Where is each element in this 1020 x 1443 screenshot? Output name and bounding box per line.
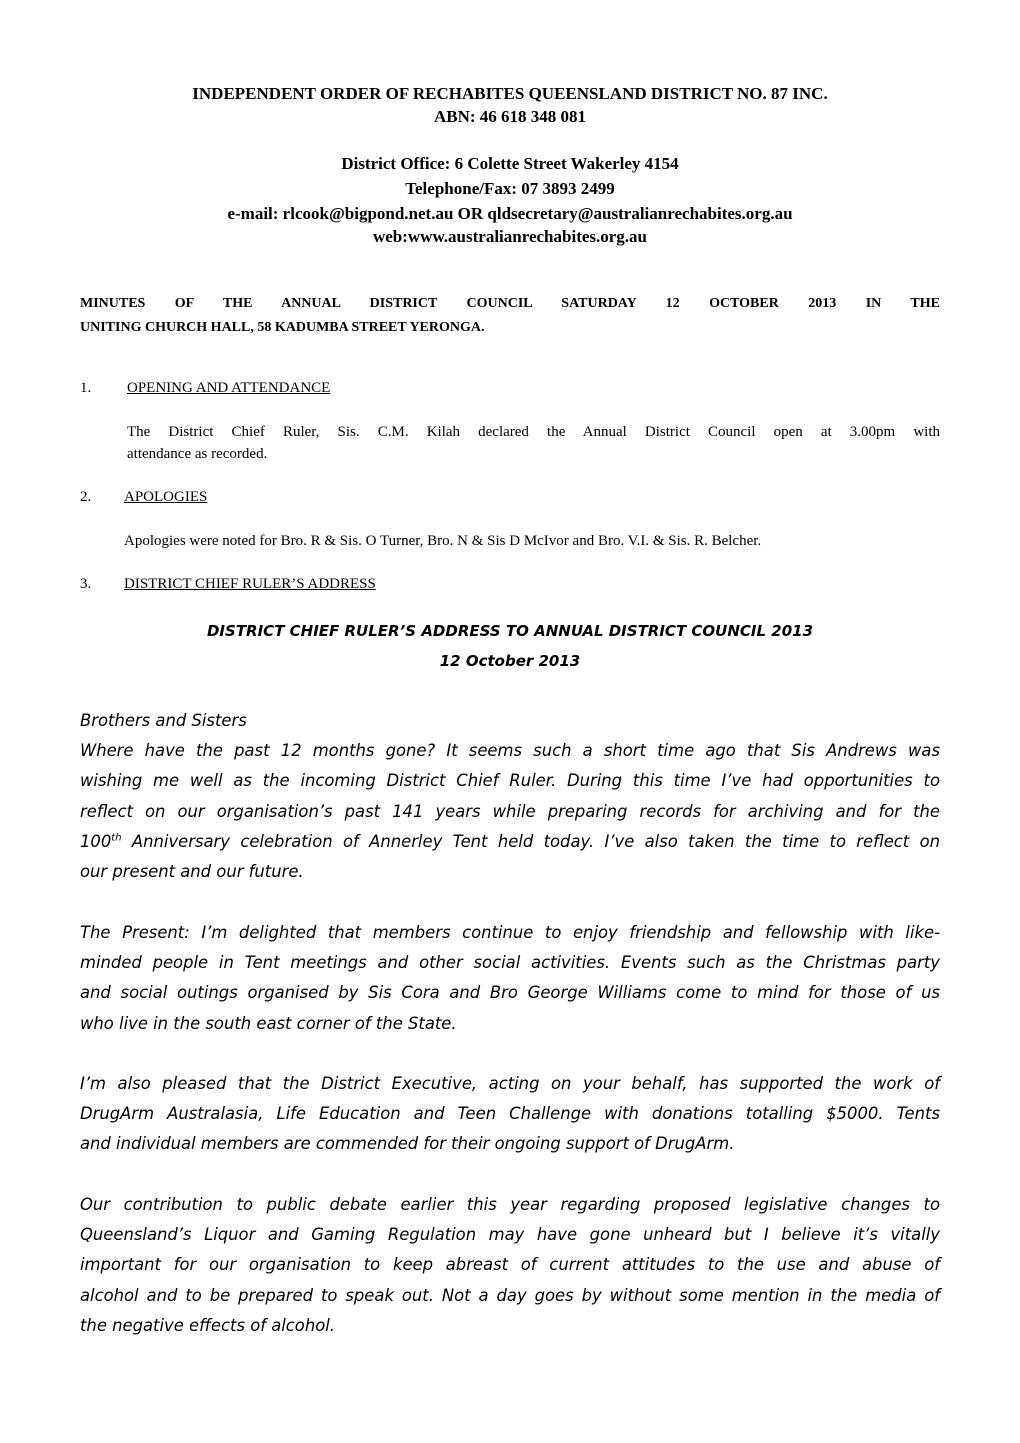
- section-1-body-line-2: attendance as recorded.: [127, 446, 268, 462]
- minutes-title-line-2: UNITING CHURCH HALL, 58 KADUMBA STREET YERONGA.: [80, 320, 485, 335]
- section-1-title: OPENING AND ATTENDANCE: [127, 380, 331, 396]
- paragraph-1-line-4-rest: Anniversary celebration of Annerley Tent held today. I’ve also taken the time to reflect on: [121, 831, 940, 851]
- section-1-body: [127, 421, 940, 465]
- ordinal-superscript: th: [111, 832, 122, 844]
- paragraph-2-line-4: who live in the south east corner of the State.: [80, 1013, 457, 1033]
- address-body: [80, 706, 940, 887]
- paragraph-3-line-1: I’m also pleased that the District Executive, acting on your behalf, has supported the work of: [80, 1074, 940, 1093]
- section-2-body: Apologies were noted for Bro. R & Sis. O Turner, Bro. N & Sis D McIvor and Bro. V.I. & Sis. R. Belcher.: [124, 533, 762, 549]
- website: web:www.australianrechabites.org.au: [372, 227, 648, 246]
- office-address: District Office: 6 Colette Street Wakerley 4154: [341, 154, 679, 173]
- paragraph-3: [80, 1069, 940, 1160]
- email: e-mail: rlcook@bigpond.net.au OR qldsecretary@australianrechabites.org.au: [227, 204, 793, 223]
- paragraph-2-line-3: and social outings organised by Sis Cora and Bro George Williams come to mind for those of us: [80, 983, 940, 1003]
- paragraph-2: [80, 918, 940, 1039]
- org-name: INDEPENDENT ORDER OF RECHABITES QUEENSLAND DISTRICT NO. 87 INC.: [192, 84, 828, 103]
- section-1-body-line-1: The District Chief Ruler, Sis. C.M. Kilah declared the Annual District Council open at 3.00pm with: [127, 424, 940, 440]
- paragraph-2-line-1: The Present: I’m delighted that members continue to enjoy friendship and fellowship with like-: [80, 923, 940, 942]
- address-date: 12 October 2013: [439, 652, 581, 670]
- paragraph-1-line-5: our present and our future.: [80, 862, 304, 882]
- section-3-title: DISTRICT CHIEF RULER’S ADDRESS: [124, 576, 376, 592]
- paragraph-4-line-1: Our contribution to public debate earlier this year regarding proposed legislative changes to: [80, 1195, 940, 1214]
- section-2-title: APOLOGIES: [124, 489, 208, 505]
- minutes-title: [80, 292, 940, 340]
- paragraph-4: [80, 1190, 940, 1341]
- paragraph-4-line-2: Queensland’s Liquor and Gaming Regulation may have gone unheard but I believe it’s vitally: [80, 1225, 940, 1245]
- paragraph-1-line-2: wishing me well as the incoming District Chief Ruler. During this time I’ve had opportunities to: [80, 771, 940, 791]
- telephone: Telephone/Fax: 07 3893 2499: [405, 179, 615, 198]
- address-title: DISTRICT CHIEF RULER’S ADDRESS TO ANNUAL DISTRICT COUNCIL 2013: [206, 622, 814, 640]
- paragraph-4-line-4: alcohol and to be prepared to speak out. Not a day goes by without some mention in the media of: [80, 1285, 940, 1305]
- paragraph-3-line-2: DrugArm Australasia, Life Education and Teen Challenge with donations totalling $5000. Tents: [80, 1104, 940, 1124]
- greeting: Brothers and Sisters: [80, 711, 247, 730]
- paragraph-1-line-3: reflect on our organisation’s past 141 years while preparing records for archiving and for the: [80, 801, 940, 821]
- paragraph-4-line-3: important for our organisation to keep abreast of current attitudes to the use and abuse of: [80, 1255, 940, 1275]
- section-3-number: 3.: [80, 576, 92, 592]
- minutes-title-line-1: MINUTES OF THE ANNUAL DISTRICT COUNCIL SATURDAY 12 OCTOBER 2013 IN THE: [80, 296, 940, 311]
- paragraph-3-line-3: and individual members are commended for their ongoing support of DrugArm.: [80, 1134, 735, 1154]
- abn: ABN: 46 618 348 081: [433, 107, 587, 126]
- hundredth-number: 100: [80, 831, 112, 851]
- paragraph-1-line-4: [80, 827, 940, 857]
- paragraph-1-line-1: Where have the past 12 months gone? It seems such a short time ago that Sis Andrews was: [80, 741, 940, 761]
- section-1-number: 1.: [80, 380, 92, 396]
- paragraph-4-line-5: the negative effects of alcohol.: [80, 1315, 336, 1335]
- section-2-number: 2.: [80, 489, 92, 505]
- paragraph-2-line-2: minded people in Tent meetings and other social activities. Events such as the Christmas party: [80, 953, 940, 973]
